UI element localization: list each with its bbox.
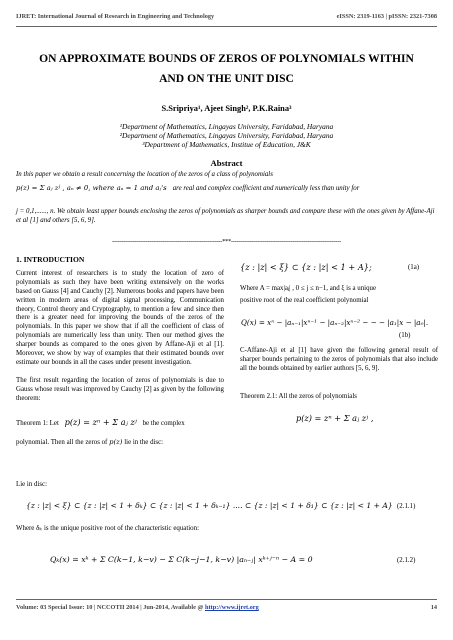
issn: eISSN: 2319-1163 | pISSN: 2321-7308 — [336, 13, 437, 20]
left-column — [16, 256, 224, 447]
theorem-1-cont-text: polynomial. Then all the zeros of — [16, 438, 108, 446]
affiliation-3: ³Department of Mathematics, Institue of Education, J&K — [142, 140, 311, 149]
theorem-1-pz: p(z) — [109, 437, 123, 446]
where-a: Where A = max|aⱼ| , 0 ≤ j ≤ n−1, and ξ is a unique — [240, 285, 377, 292]
abstract-formula-rest: are real and complex coefficient and numerically less than unity for — [172, 185, 360, 192]
equation-2-1-2: Qₖ(x) = xᵏ + Σ C(k−1, k−v) − Σ C(k−j−1, k−v) |aₙ₋ⱼ| xᵏ⁺ʲ⁻ⁿ − A = 0 — [50, 555, 313, 564]
equation-2-1-2-number: (2.1.2) — [397, 557, 416, 564]
footer-volume — [16, 604, 259, 611]
intro-paragraph-1: Current interest of researchers is to study the location of zero of polynomials as such they have been writing extensively on the works based on Gauss [4] and Cauchy [2]. Numerous books and papers have been written in modern areas of digital signal processing, Communication theory, Control theory and Cryptography, to mention a few and since then there is a greater need for improving the bounds of the zeros of the polynomials. In this paper we show that if all the coefficient of class of polynomials are numerically less than unity. Then our method gives the sharper bounds as compared to the ones given by Affane-Aji et al [1]. Moreover, we show by way of examples that their estimated bounds over estimate our bounds in all the cases under present investigation. — [16, 269, 225, 366]
where-delta: Where δₖ is the unique positive root of the characteristic equation: — [16, 525, 199, 532]
equation-1b: Q(x) = xⁿ − |aₙ₋₁|xⁿ⁻¹ − |aₙ₋₂|xⁿ⁻² − − − |a₁|x − |a₀|. — [241, 318, 429, 327]
theorem-2-1-formula: p(z) = zⁿ + Σ aⱼ zʲ , — [296, 413, 374, 423]
equation-1b-number: (1b) — [399, 332, 411, 339]
intro-paragraph-2: The first result regarding the location of zeros of polynomials is due to Gauss whose result was improved by Cauchy [2] as given by the following theorem: — [16, 376, 224, 402]
title-line-1: ON APPROXIMATE BOUNDS OF ZEROS OF POLYNOMIALS WITHIN — [39, 52, 414, 65]
journal-link[interactable]: http://www.ijret.org — [205, 604, 259, 611]
authors: S.Sripriya¹, Ajeet Singh², P.K.Raina³ — [161, 104, 292, 113]
theorem-1 — [16, 418, 224, 429]
abstract-formula: p(z) = Σ aⱼ zʲ , aₙ ≠ 0, where aₙ = 1 and aⱼ's — [16, 184, 167, 192]
affiliation-2: ²Department of Mathematics, Lingayas University, Faridabad, Haryana — [119, 131, 334, 140]
theorem-1-disc: lie in the disc: — [124, 438, 164, 446]
equation-2-1-1-number: (2.1.1) — [397, 503, 416, 510]
abstract-formula-line — [16, 184, 437, 193]
theorem-1-formula: p(z) = zⁿ + Σ aⱼ zʲ — [64, 416, 137, 427]
footer-volume-text: Volume: 03 Special Issue: 10 | NCCOTII 2014 | Jun-2014, Available @ — [16, 604, 204, 611]
paper-title — [20, 49, 433, 89]
page-number: 14 — [430, 604, 437, 611]
equation-2-1-1: {z : |z| < ξ} ⊂ {z : |z| < 1 + δₖ} ⊂ {z : |z| < 1 + δₖ₋₁} .... ⊂ {z : |z| < 1 + δ₁} ⊂ {z : |z| < 1 + A} — [26, 501, 393, 510]
abstract-line-1: In this paper we obtain a result concerning the location of the zeros of a class of polynomials — [16, 171, 273, 178]
theorem-1-label: Theorem 1: Let — [16, 419, 59, 427]
equation-1a-number: (1a) — [408, 264, 420, 271]
running-footer — [16, 604, 437, 611]
header-rule — [16, 26, 437, 27]
lie-in-disc: Lie in disc: — [16, 481, 48, 488]
abstract-line-3: j = 0,1,......, n. We obtain least upper bounds enclosing the zeros of polynomials as sharper bounds and compare these with the ones given by Affane-Aji et al [1] and others [5, 6, 9]. — [16, 208, 435, 224]
paragraph-affane: C-Affane-Aji et al [1] have given the following general result of sharper bounds pertaining to the zeros of polynomials that also include all the bounds obtained by earlier authors [5, 6, 9]. — [240, 347, 438, 372]
where-b: positive root of the real coefficient polynomial — [240, 297, 369, 304]
running-header — [16, 13, 437, 20]
equation-1a: {z : |z| < ξ} ⊂ {z : |z| < 1 + A}; — [240, 262, 372, 272]
footer-rule — [16, 599, 437, 600]
affiliation-1: ¹Department of Mathematics, Lingayas University, Faridabad, Haryana — [119, 122, 334, 131]
journal-name: IJRET: International Journal of Research in Engineering and Technology — [16, 13, 215, 20]
title-line-2: AND ON THE UNIT DISC — [159, 72, 294, 85]
section-separator: -----------------------------------------------------------***----------------------------------------------------------- — [112, 238, 341, 245]
theorem-1-text: be the complex — [142, 419, 185, 427]
abstract-heading: Abstract — [210, 158, 243, 168]
section-heading: 1. INTRODUCTION — [16, 255, 85, 264]
theorem-2-1: Theorem 2.1: All the zeros of polynomials — [240, 393, 357, 400]
theorem-1-cont — [16, 438, 224, 448]
